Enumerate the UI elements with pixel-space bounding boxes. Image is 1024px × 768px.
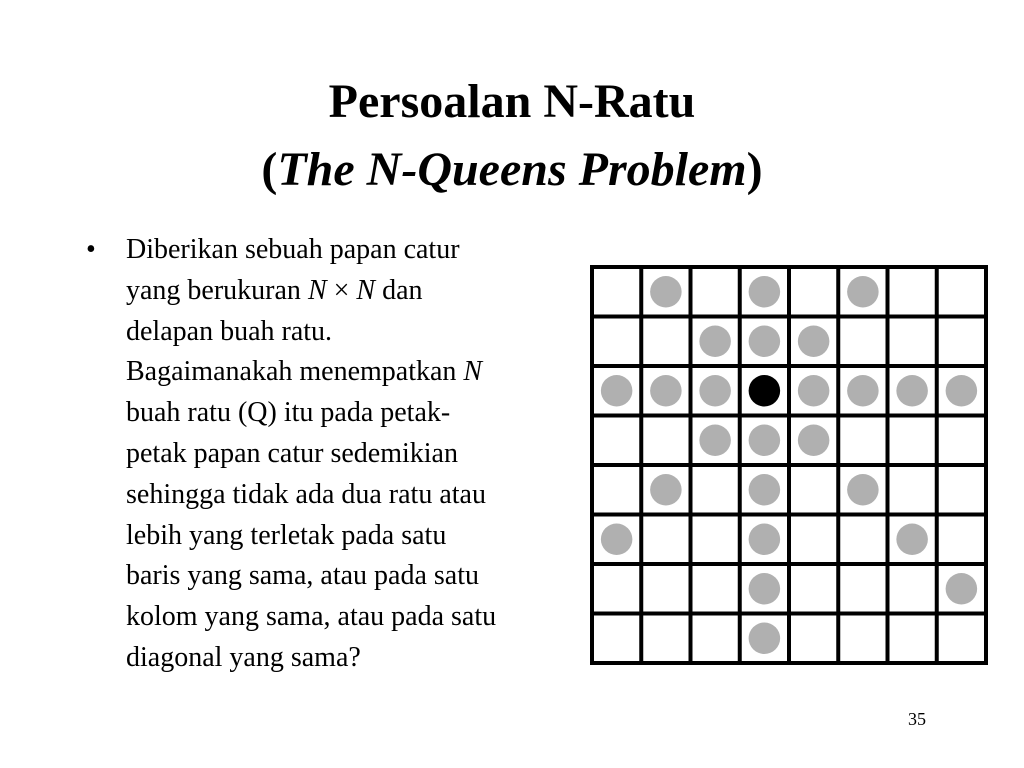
bullet-line: Diberikan sebuah papan catur (126, 234, 460, 265)
subtitle-open-paren: ( (261, 143, 278, 196)
attacked-cell-marker (896, 523, 928, 555)
attacked-cell-marker (699, 424, 731, 456)
bullet-line: petak papan catur sedemikian (126, 437, 458, 469)
attacked-cell-marker (749, 424, 781, 456)
attacked-cell-marker (749, 573, 781, 605)
bullet-line: delapan buah ratu. (126, 315, 333, 347)
bullet-line-segment: dan (375, 274, 423, 306)
attacked-cell-marker (798, 375, 830, 407)
math-variable-n: N (356, 274, 376, 306)
slide-title-text: Persoalan N-Ratu (328, 75, 696, 128)
math-variable-n: N (463, 356, 483, 388)
bullet-line: lebih yang terletak pada satu (126, 519, 447, 551)
attacked-cell-marker (650, 276, 682, 308)
bullet-line: buah ratu (Q) itu pada petak- (126, 397, 451, 429)
attacked-cell-marker (749, 276, 781, 308)
attacked-cell-marker (749, 474, 781, 506)
slide-title (0, 74, 1024, 130)
chess-board-diagram (590, 265, 988, 665)
attacked-cell-marker (650, 375, 682, 407)
attacked-cell-marker (847, 276, 879, 308)
subtitle-italic-text: The N-Queens Problem (277, 143, 747, 196)
bullet-line (126, 352, 586, 393)
bullet-line-segment: Bagaimanakah menempatkan (126, 356, 464, 388)
bullet-line: diagonal yang sama? (126, 641, 361, 673)
bullet-text (126, 230, 586, 679)
attacked-cell-marker (699, 375, 731, 407)
attacked-cell-marker (798, 325, 830, 357)
attacked-cell-marker (749, 622, 781, 654)
queen-marker (749, 375, 781, 407)
attacked-cell-marker (847, 474, 879, 506)
attacked-cell-marker (650, 474, 682, 506)
attacked-cell-marker (798, 424, 830, 456)
slide-subtitle (0, 142, 1024, 198)
subtitle-close-paren: ) (746, 143, 763, 196)
attacked-cell-marker (699, 325, 731, 357)
bullet-line-segment: yang berukuran (126, 274, 308, 306)
math-variable-n: N (307, 274, 327, 306)
attacked-cell-marker (896, 375, 928, 407)
attacked-cell-marker (749, 325, 781, 357)
attacked-cell-marker (601, 523, 633, 555)
bullet-line (126, 271, 586, 312)
attacked-cell-marker (946, 573, 978, 605)
bullet-icon: • (86, 234, 96, 265)
bullet-line: sehingga tidak ada dua ratu atau (126, 478, 486, 510)
attacked-cell-marker (749, 523, 781, 555)
attacked-cell-marker (946, 375, 978, 407)
chess-board (590, 265, 988, 665)
math-times-symbol: × (326, 274, 357, 306)
attacked-cell-marker (847, 375, 879, 407)
bullet-line: kolom yang sama, atau pada satu (126, 601, 497, 633)
attacked-cell-marker (601, 375, 633, 407)
bullet-line: baris yang sama, atau pada satu (126, 560, 479, 592)
page-number: 35 (908, 709, 926, 729)
